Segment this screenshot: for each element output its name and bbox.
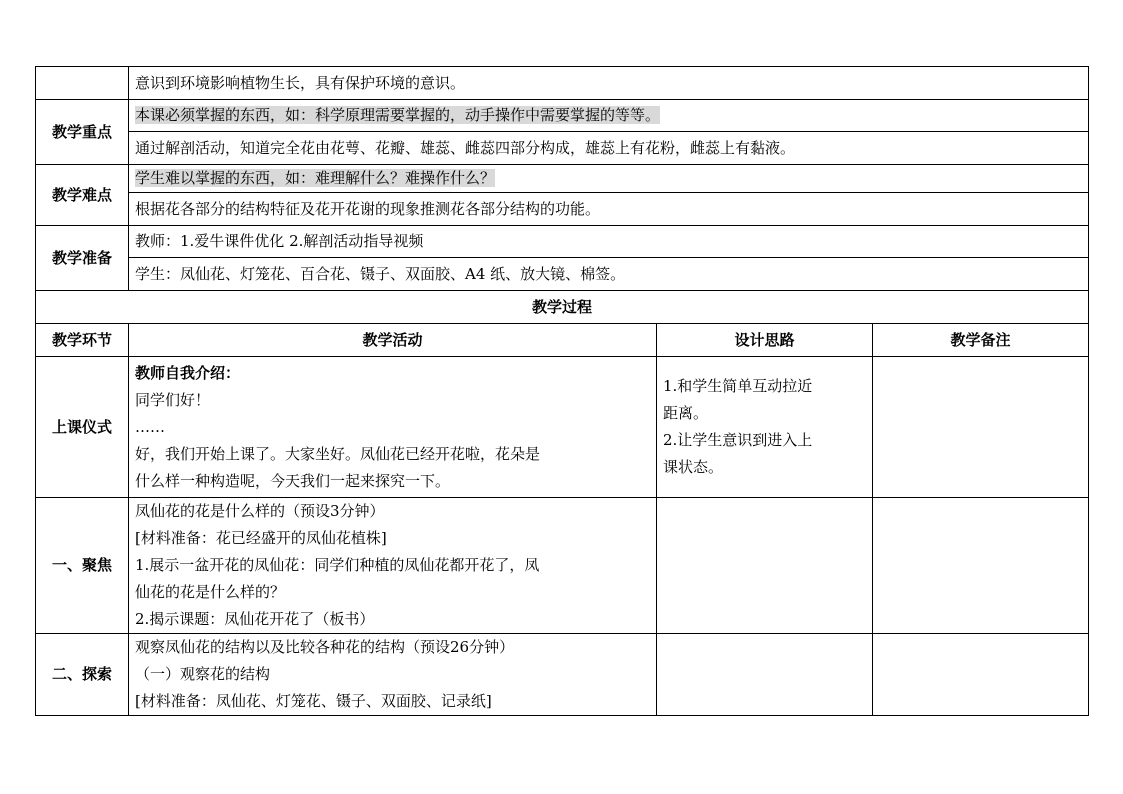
activity-line: （一）观察花的结构 [135,665,271,683]
notes-cell [873,357,1089,498]
design-line: 课状态。 [663,458,724,476]
key-points-content: 通过解剖活动，知道完全花由花萼、花瓣、雄蕊、雌蕊四部分构成，雄蕊上有花粉，雌蕊上有黏液。 [129,132,1089,165]
difficulties-hint-cell [129,165,1089,193]
table-row [36,634,1089,716]
difficulties-label: 教学难点 [36,165,129,226]
activity-line: 1.展示一盆开花的凤仙花：同学们种植的凤仙花都开花了，凤 [135,556,540,574]
difficulties-hint-row [36,165,1089,193]
header-row [36,324,1089,357]
activity-cell [129,357,657,498]
difficulties-content-row [36,193,1089,226]
activity-line: [材料准备：凤仙花、灯笼花、镊子、双面胶、记录纸] [135,692,492,710]
activity-line: 什么样一种构造呢，今天我们一起来探究一下。 [135,471,451,490]
header-activity: 教学活动 [129,324,657,357]
design-line: 2.让学生意识到进入上 [663,431,813,449]
lesson-plan-table [35,66,1089,716]
activity-line: 好，我们开始上课了。大家坐好。凤仙花已经开花啦，花朵是 [135,444,541,463]
activity-cell [129,634,657,716]
preparation-teacher-row [36,226,1089,258]
preparation-teacher: 教师：1.爱牛课件优化 2.解剖活动指导视频 [129,226,1089,258]
stage-label: 二、探索 [36,634,129,716]
activity-line: …… [135,417,165,436]
stage-label: 上课仪式 [36,357,129,498]
key-points-hint-row [36,100,1089,132]
activity-line: 观察凤仙花的结构以及比较各种花的结构（预设26分钟） [135,638,515,656]
design-line: 1.和学生简单互动拉近 [663,377,813,395]
key-points-content-row [36,132,1089,165]
design-cell [657,357,873,498]
difficulties-content: 根据花各部分的结构特征及花开花谢的现象推测花各部分结构的功能。 [129,193,1089,226]
preparation-student-row [36,258,1089,291]
activity-line: 凤仙花的花是什么样的（预设3分钟） [135,502,385,520]
activity-title: 教师自我介绍： [135,363,241,382]
process-title-row [36,291,1089,324]
key-points-hint-cell [129,100,1089,132]
table-row [36,357,1089,498]
notes-cell [873,634,1089,716]
preparation-student: 学生：凤仙花、灯笼花、百合花、镊子、双面胶、A4 纸、放大镜、棉签。 [129,258,1089,291]
header-stage: 教学环节 [36,324,129,357]
stage-label: 一、聚焦 [36,498,129,634]
design-cell [657,634,873,716]
activity-line: 同学们好！ [135,390,211,409]
design-line: 距离。 [663,404,709,422]
table-row [36,498,1089,634]
activity-line: [材料准备：花已经盛开的凤仙花植株] [135,529,387,547]
activity-line: 2.揭示课题：凤仙花开花了（板书） [135,610,375,628]
awareness-row [36,67,1089,100]
activity-line: 仙花的花是什么样的？ [135,583,286,601]
design-cell [657,498,873,634]
header-design: 设计思路 [657,324,873,357]
header-notes: 教学备注 [873,324,1089,357]
activity-cell [129,498,657,634]
awareness-text: 意识到环境影响植物生长，具有保护环境的意识。 [129,67,1089,100]
key-points-hint: 本课必须掌握的东西，如：科学原理需要掌握的，动手操作中需要掌握的等等。 [135,106,661,124]
notes-cell [873,498,1089,634]
difficulties-hint: 学生难以掌握的东西，如：难理解什么？难操作什么？ [135,169,496,187]
process-title: 教学过程 [36,291,1089,324]
key-points-label: 教学重点 [36,100,129,165]
preparation-label: 教学准备 [36,226,129,291]
awareness-label-cell [36,67,129,100]
